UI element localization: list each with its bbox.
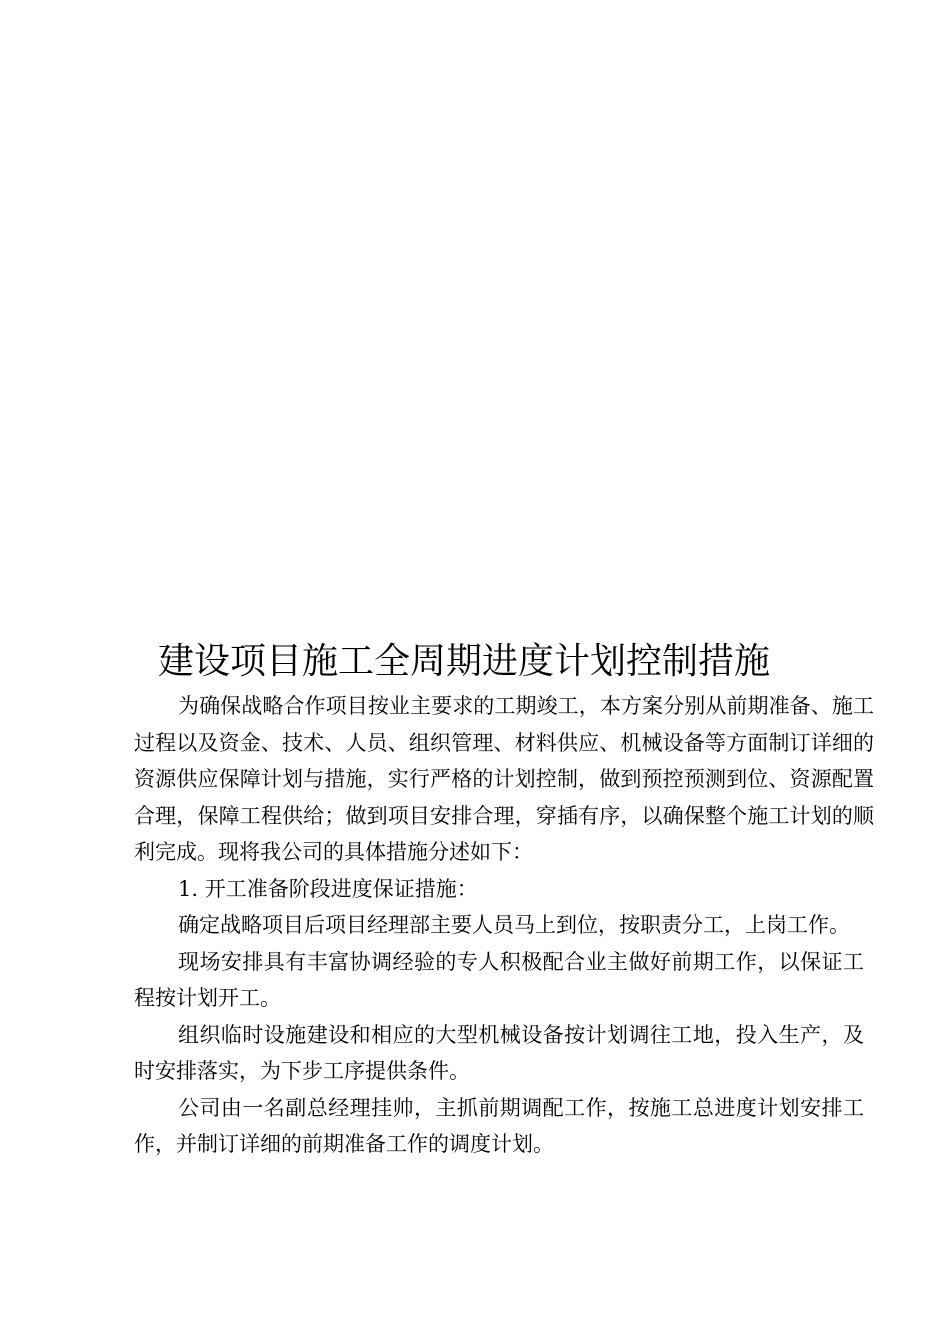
paragraph-coordination: 现场安排具有丰富协调经验的专人积极配合业主做好前期工作，以保证工程按计划开工。 xyxy=(134,949,864,1010)
paragraph-facilities: 组织临时设施建设和相应的大型机械设备按计划调往工地，投入生产，及时安排落实，为下步工序提供条件。 xyxy=(134,1022,864,1083)
section-heading: 1. 开工准备阶段进度保证措施： xyxy=(178,876,478,901)
paragraph-management: 公司由一名副总经理挂帅，主抓前期调配工作，按施工总进度计划安排工作，并制订详细的前期准备工作的调度计划。 xyxy=(134,1095,864,1156)
document-body xyxy=(134,688,874,1163)
document-title: 建设项目施工全周期进度计划控制措施 xyxy=(158,641,771,682)
paragraph-staffing: 确定战略项目后项目经理部主要人员马上到位，按职责分工，上岗工作。 xyxy=(178,913,850,937)
intro-paragraph: 为确保战略合作项目按业主要求的工期竣工，本方案分别从前期准备、施工过程以及资金、技术、人员、组织管理、材料供应、机械设备等方面制订详细的资源供应保障计划与措施，实行严格的计划控制，做到预控预测到位、资源配置合理，保障工程供给；做到项目安排合理，穿插有序，以确保整个施工计划的顺利完成。现将我公司的具体措施分述如下： xyxy=(134,694,874,864)
